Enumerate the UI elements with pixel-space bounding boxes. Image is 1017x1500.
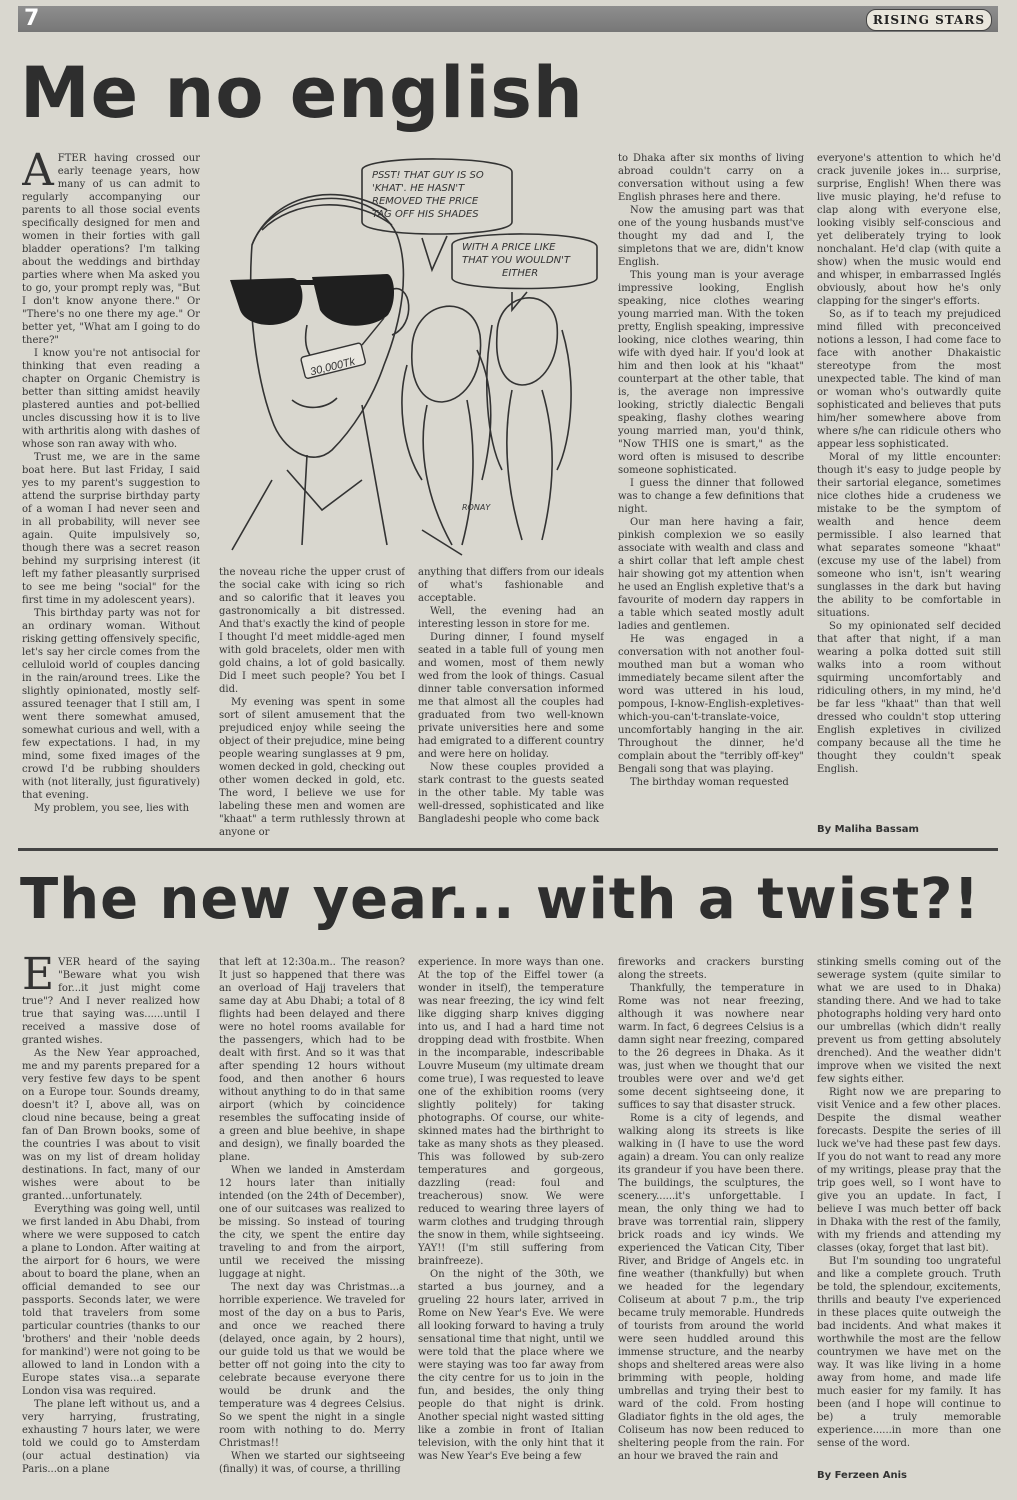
page-header-bar xyxy=(18,6,998,32)
cartoonist-signature: RONAY xyxy=(462,503,491,512)
paragraph: When we landed in Amsterdam 12 hours later than initially intended (on the 24th of December), one of our suitcases was realized to be missing. So instead of touring the city, we spent the entire day traveling to and from the airport, until we received the missing luggage at night. xyxy=(219,1165,405,1280)
cartoon-bubble-1-line-3: REMOVED THE PRICE xyxy=(372,196,479,207)
paragraph: Now the amusing part was that one of the young husbands must've thought my dad and I, the simpletons that we are, didn't know English. xyxy=(618,205,804,268)
paragraph: The plane left without us, and a very harrying, frustrating, exhausting 7 hours later, we were told we could go to Amsterdam (our actual destination) via Paris...on a plane xyxy=(22,1399,200,1475)
article-2-column-4 xyxy=(618,956,804,1494)
paragraph: Our man here having a fair, pinkish complexion we so easily associate with wealth and class and a shirt collar that left ample chest hair showing got my attention when he used an English expletive that's a favourite of modern day rappers in a table which seated mostly adult ladies and gentlemen. xyxy=(618,517,804,632)
paragraph: The birthday woman requested xyxy=(630,777,789,788)
page-number: 7 xyxy=(24,6,40,31)
article-2-column-3 xyxy=(418,956,604,1494)
paragraph: FTER having crossed our early teenage years, how many of us can admit to regularly accompanying our parents to all those social events specifically designed for men and women in their forties with gall bladder operations? I'm talking about the weddings and birthday parties where when Ma asked you to go, your prompt reply was, "But I don't know anyone there." Or "There's no one there my age." Or better yet, "What am I going to do there?" xyxy=(22,153,200,346)
paragraph: fireworks and crackers bursting along the streets. xyxy=(618,957,804,981)
paragraph: My problem, you see, lies with xyxy=(34,803,190,814)
paragraph: everyone's attention to which he'd crack juvenile jokes in... surprise, surprise, English! When there was live music playing, he'd refuse to clap along with everyone else, looking visibly self-conscious and yet deliberately trying to look nonchalant. He'd clap (with quite a show) when the music would end and whisper, in embarrassed Inglés obviously, about how he's only clapping for the singer's efforts. xyxy=(817,153,1001,307)
paragraph: to Dhaka after six months of living abroad couldn't carry on a conversation without using a few English phrases here and there. xyxy=(618,153,804,203)
paragraph: anything that differs from our ideals of what's fashionable and acceptable. xyxy=(418,567,604,604)
paragraph: Right now we are preparing to visit Venice and a few other places. Despite the dismal weather forecasts. Despite the series of ill luck we've had these past few days. If you do not want to read any more of my writings, please pray that the trip goes well, so I wont have to give you an update. In fact, I believe I was much better off back in Dhaka with the rest of the family, with my friends and attending my classes (okay, forget that last bit). xyxy=(817,1087,1001,1254)
article-2-headline: The new year... with a twist?! xyxy=(20,867,981,932)
cartoon-bubble-1-line-2: 'KHAT'. HE HASN'T xyxy=(372,183,465,194)
article-2-column-1 xyxy=(22,956,200,1494)
paragraph: Well, the evening had an interesting lesson in store for me. xyxy=(418,606,604,630)
paragraph: that left at 12:30a.m.. The reason? It just so happened that there was an overload of Hajj travelers that same day at Abu Dhabi; a total of 8 flights had been delayed and there were no hotel rooms available for the passengers, which had to be dealt with first. And so it was that after spending 12 hours without food, and then another 6 hours without anything to do in that same airport (which by coincidence resembles the suffocating inside of a green and blue beehive, in shape and design), we finally boarded the plane. xyxy=(219,957,405,1163)
paragraph: When we started our sightseeing (finally) it was, of course, a thrilling xyxy=(219,1451,405,1475)
paragraph: Now these couples provided a stark contrast to the guests seated in the other table. My table was well-dressed, sophisticated and like Bangladeshi people who come back xyxy=(418,762,604,825)
paragraph: Rome is a city of legends, and walking along its streets is like walking in (I have to use the word again) a dream. You can only realize its grandeur if you have been there. The buildings, the sculptures, the scenery......it's unforgettable. I mean, the only thing we had to brave was torrential rain, slippery brick roads and icy winds. We experienced the Vatican City, Tiber River, and Bridge of Angels etc. in fine weather (thankfully) but when we headed for the legendary Coliseum at about 7 p.m., the trip became truly memorable. Hundreds of tourists from around the world were seen huddled around this immense structure, and the nearby shops and sheltered areas were also brimming with people, holding umbrellas and trying their best to ward of the cold. From hosting Gladiator fights in the old ages, the Coliseum has now been reduced to sheltering people from the rain. For an hour we braved the rain and xyxy=(618,1113,804,1462)
paragraph: Everything was going well, until we first landed in Abu Dhabi, from where we were supposed to catch a plane to London. After waiting at the airport for 6 hours, we were about to board the plane, when an official demanded to see our passports. Seconds later, we were told that travelers from some particular countries (thanks to our 'brothers' and their 'noble deeds for mankind') were not going to be allowed to land in London with a Europe states visa...a separate London visa was required. xyxy=(22,1204,200,1397)
paragraph: This birthday party was not for an ordinary woman. Without risking getting offensively specific, let's say her circle comes from the celluloid world of couples dancing in the rain/around trees. Like the slightly opinionated, mostly self-assured teenager that I still am, I went there somewhat amused, somewhat curious and well, with a few expectations. I had, in my mind, some fixed images of the crowd I'd be rubbing shoulders with (not literally, just figuratively) that evening. xyxy=(22,608,200,801)
article-1-column-4 xyxy=(618,152,804,840)
article-1-column-5 xyxy=(817,152,1001,816)
article-1-dropcap: A xyxy=(22,152,54,196)
paragraph: Moral of my little encounter: though it's easy to judge people by their sartorial elegance, sometimes nice clothes hide a crudeness we mistake to be the symptom of wealth and hence deem permissible. I also learned that what separates someone "khaat" (excuse my use of the label) from someone who isn't, isn't wearing sunglasses in the dark but having the ability to be comfortable in situations. xyxy=(817,452,1001,619)
paragraph: I guess the dinner that followed was to change a few definitions that night. xyxy=(618,478,804,515)
cartoon-bubble-2-line-1: WITH A PRICE LIKE xyxy=(462,242,556,253)
paragraph: the noveau riche the upper crust of the social cake with icing so rich and so calorific that it leaves you gastronomically a bit distressed. And that's exactly the kind of people I thought I'd meet middle-aged men with gold bracelets, older men with gold chains, a lot of gold basically. Did I meet such people? You bet I did. xyxy=(219,567,405,695)
cartoon-bubble-2-line-3: EITHER xyxy=(502,268,539,279)
paragraph: On the night of the 30th, we started a bus journey, and a grueling 22 hours later, arrived in Rome on New Year's Eve. We were all looking forward to having a truly sensational time that night, until we were told that the place where we were staying was too far away from the city centre for us to join in the fun, and besides, the only thing people do that night is drink. Another special night wasted sitting like a zombie in front of Italian television, with the only hint that it was New Year's Eve being a few xyxy=(418,1269,604,1462)
section-divider xyxy=(18,848,998,851)
paragraph: Thankfully, the temperature in Rome was not near freezing, although it was nowhere near warm. In fact, 6 degrees Celsius is a damn sight near freezing, compared to the 26 degrees in Dhaka. As it was, just when we thought that our troubles were over and we'd get some decent sightseeing done, it suffices to say that disaster struck. xyxy=(618,983,804,1111)
paragraph: stinking smells coming out of the sewerage system (quite similar to what we are used to in Dhaka) standing there. And we had to take photographs holding very hard onto our umbrellas (which didn't really prevent us from getting absolutely drenched). And the weather didn't improve when we visited the next few sights either. xyxy=(817,957,1001,1085)
paragraph: So, as if to teach my prejudiced mind filled with preconceived notions a lesson, I had come face to face with another Dhakaistic stereotype from the most unexpected table. The kind of man or woman who's outwardly quite sophisticated and believes that puts him/her somewhere above from where s/he can ridicule others who appear less sophisticated. xyxy=(817,309,1001,450)
paragraph: This young man is your average impressive looking, English speaking, nice clothes wearing young married man. With the token pretty, English speaking, impressive looking, nice clothes wearing, thin wife with dyed hair. If you'd look at him and then look at his "khaat" counterpart at the other table, that is, the average non impressive looking, strictly dialectic Bengali speaking, flashy clothes wearing young married man, you'd think, "Now THIS one is smart," as the word often is misused to describe someone sophisticated. xyxy=(618,270,804,476)
article-2-column-5 xyxy=(817,956,1001,1462)
cartoon-illustration xyxy=(212,150,612,560)
paragraph: I know you're not antisocial for thinking that even reading a chapter on Organic Chemistry is better than sitting amidst heavily plastered aunties and pot-bellied uncles discussing how it is to live with arthritis along with dashes of whose son ran away with who. xyxy=(22,348,200,450)
masthead-logo: RISING STARS xyxy=(866,9,992,31)
article-1-headline: Me no english xyxy=(20,52,584,134)
paragraph: As the New Year approached, me and my parents prepared for a very festive few days to be spent on a Europe tour. Sounds dreamy, doesn't it? I, above all, was on cloud nine because, being a great fan of Dan Brown books, some of the countries I was about to visit was on my list of dream holiday destinations. In fact, many of our wishes were about to be granted...unfortunately. xyxy=(22,1048,200,1202)
article-2-dropcap: E xyxy=(22,956,55,1000)
paragraph: He was engaged in a conversation with not another foul-mouthed man but a woman who immediately became silent after the word was uttered in his loud, pompous, I-know-English-expletives-which-you-can't-translate-voice, uncomfortably hanging in the air. Throughout the dinner, he'd complain about the "terribly off-key" Bengali song that was playing. xyxy=(618,634,804,775)
article-1-byline: By Maliha Bassam xyxy=(817,824,919,835)
article-2-column-2 xyxy=(219,956,405,1494)
paragraph: So my opinionated self decided that after that night, if a man wearing a polka dotted suit still walks into a room without squirming uncomfortably and ridiculing others, in my mind, he'd be far less "khaat" than that well dressed who couldn't stop uttering English expletives in civilized company because all the time he thought they couldn't speak English. xyxy=(817,621,1001,775)
cartoon-bubble-2-line-2: THAT YOU WOULDN'T xyxy=(462,255,571,266)
paragraph: VER heard of the saying "Beware what you wish for...it just might come true"? And I never realized how true that saying was......until I received a massive dose of granted wishes. xyxy=(22,957,200,1046)
paragraph: The next day was Christmas...a horrible experience. We traveled for most of the day on a bus to Paris, and once we reached there (delayed, once again, by 2 hours), our guide told us that we would be better off not going into the city to celebrate because everyone there would be drunk and the temperature was 4 degrees Celsius. So we spent the night in a single room with nothing to do. Merry Christmas!! xyxy=(219,1282,405,1449)
paragraph: Trust me, we are in the same boat here. But last Friday, I said yes to my parent's suggestion to attend the surprise birthday party of a woman I had never seen and in all probability, will never see again. Quite impulsively so, though there was a secret reason behind my surprising interest (it left my father pleasantly surprised to see me being "social" for the first time in my adolescent years). xyxy=(22,452,200,606)
article-1-column-2 xyxy=(219,566,405,840)
cartoon-price-tag-text: 30,000Tk xyxy=(308,355,357,379)
paragraph: experience. In more ways than one. At the top of the Eiffel tower (a wonder in itself), the temperature was near freezing, the icy wind felt like digging sharp knives digging into us, and I had a hard time not dropping dead with frostbite. When in the incomparable, indescribable Louvre Museum (my ultimate dream come true), I was requested to leave one of the exhibition rooms (very slightly politely) for taking photographs. Of course, our white-skinned mates had the birthright to take as many shots as they pleased. This was followed by sub-zero temperatures and gorgeous, dazzling (read: foul and treacherous) snow. We were reduced to wearing three layers of warm clothes and trudging through the snow in them, while sightseeing. YAY!! (I'm still suffering from brainfreeze). xyxy=(418,957,604,1267)
article-1-column-1 xyxy=(22,152,200,840)
paragraph: But I'm sounding too ungrateful and like a complete grouch. Truth be told, the splendour, excitements, thrills and beauty I've experienced in these places quite outweigh the bad incidents. And what makes it worthwhile the most are the fellow countrymen we have met on the way. It was like living in a home away from home, and made life much easier for my family. It has been (and I hope will continue to be) a truly memorable experience......in more than one sense of the word. xyxy=(817,1256,1001,1449)
article-1-column-3 xyxy=(418,566,604,840)
cartoon-bubble-1-line-1: PSST! THAT GUY IS SO xyxy=(372,170,484,181)
paragraph: During dinner, I found myself seated in a table full of young men and women, most of them newly wed from the look of things. Casual dinner table conversation informed me that almost all the couples had graduated from two well-known private universities here and some had emigrated to a different country and were here on holiday. xyxy=(418,632,604,760)
cartoon-bubble-1-line-4: TAG OFF HIS SHADES xyxy=(372,209,479,220)
article-2-byline: By Ferzeen Anis xyxy=(817,1470,907,1481)
paragraph: My evening was spent in some sort of silent amusement that the prejudiced enjoy while seeing the object of their prejudice, mine being people wearing sunglasses at 9 pm, women decked in gold, checking out other women decked in gold, etc. The word, I believe we use for labeling these men and women are "khaat" a term ruthlessly thrown at anyone or xyxy=(219,697,405,838)
